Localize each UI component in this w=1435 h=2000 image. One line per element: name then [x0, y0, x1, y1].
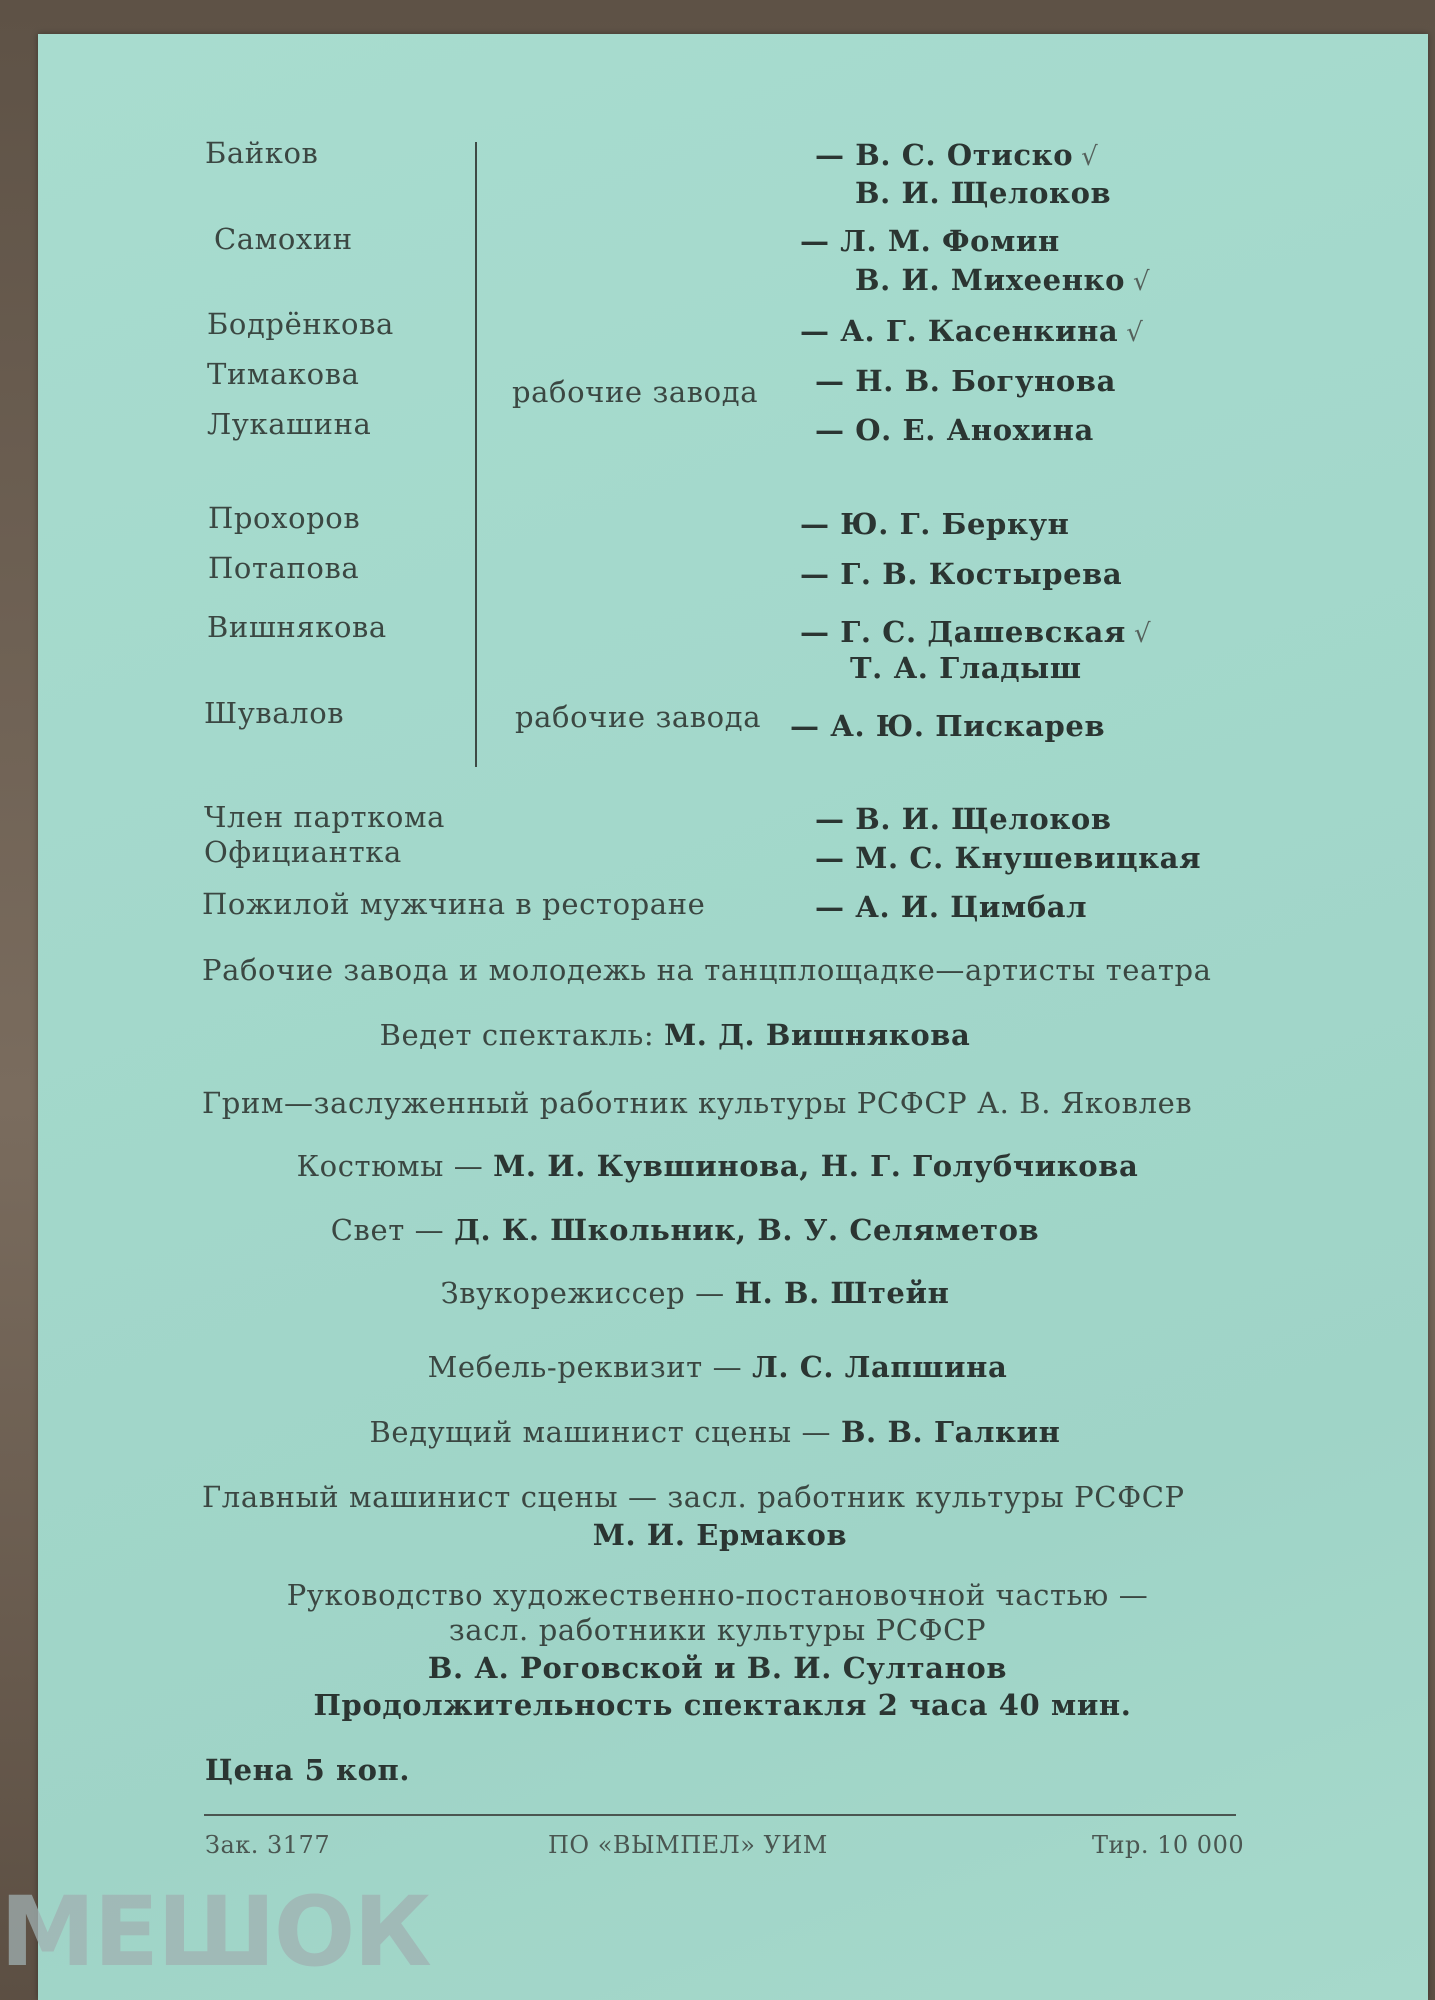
cast-role: Байков — [205, 136, 319, 170]
cast-actor: В. И. Михеенко √ — [855, 263, 1151, 297]
check-mark-icon: √ — [1126, 318, 1144, 348]
cast-actor: — Ю. Г. Беркун — [800, 507, 1070, 541]
print-run: Тир. 10 000 — [1092, 1831, 1245, 1859]
costumes-credit: Костюмы — М. И. Кувшинова, Н. Г. Голубчикова — [296, 1149, 1139, 1183]
cast-role: Тимакова — [207, 357, 360, 391]
cast-role: Прохоров — [208, 501, 361, 535]
footer-rule — [204, 1814, 1236, 1816]
cast-actor: — В. С. Отиско √ — [815, 138, 1099, 172]
cast-actor: — Г. В. Костырева — [800, 557, 1123, 591]
direction-names: В. А. Роговской и В. И. Султанов — [427, 1651, 1008, 1685]
cast-actor: — В. И. Щелоков — [815, 802, 1112, 836]
cast-actor: — Г. С. Дашевская √ — [800, 615, 1152, 649]
direction-line-2: засл. работники культуры РСФСР — [448, 1613, 987, 1647]
makeup-credit: Грим—заслуженный работник культуры РСФСР А. В. Яковлев — [202, 1086, 1193, 1120]
light-credit: Свет — Д. К. Школьник, В. У. Селяметов — [330, 1213, 1040, 1247]
site-watermark-logo: МЕШОК — [0, 1876, 430, 1988]
sound-credit: Звукорежиссер — Н. В. Штейн — [440, 1276, 950, 1310]
direction-line-1: Руководство художественно-постановочной частью — — [286, 1578, 1149, 1612]
group-label: рабочие завода — [512, 375, 759, 409]
check-mark-icon: √ — [1081, 142, 1099, 172]
order-number: Зак. 3177 — [205, 1831, 331, 1859]
printer-name: ПО «ВЫМПЕЛ» УИМ — [548, 1831, 828, 1859]
cast-role: Официантка — [204, 835, 402, 869]
lead-machinist-credit: Ведущий машинист сцены — В. В. Галкин — [369, 1415, 1061, 1449]
group-bracket-line — [475, 142, 477, 767]
cast-actor: — Н. В. Богунова — [815, 364, 1116, 398]
price-label: Цена 5 коп. — [205, 1753, 411, 1787]
cast-actor: — А. Г. Касенкина √ — [800, 314, 1144, 348]
cast-role: Пожилой мужчина в ресторане — [202, 887, 706, 921]
cast-actor: В. И. Щелоков — [855, 176, 1112, 210]
group-label: рабочие завода — [515, 700, 762, 734]
cast-role: Шувалов — [204, 696, 345, 730]
chief-machinist-credit: Главный машинист сцены — засл. работник культуры РСФСР — [202, 1480, 1185, 1514]
cast-role: Потапова — [208, 551, 360, 585]
cast-role: Бодрёнкова — [207, 307, 394, 341]
duration-line: Продолжительность спектакля 2 часа 40 мин. — [313, 1688, 1132, 1722]
cast-actor: — М. С. Кнушевицкая — [815, 841, 1202, 875]
props-credit: Мебель-реквизит — Л. С. Лапшина — [427, 1350, 1008, 1384]
cast-role: Самохин — [214, 222, 353, 256]
ensemble-line: Рабочие завода и молодежь на танцплощадке—артисты театра — [202, 953, 1212, 987]
cast-actor: — А. И. Цимбал — [815, 890, 1088, 924]
cast-role: Вишнякова — [207, 610, 387, 644]
check-mark-icon: √ — [1133, 267, 1151, 297]
cast-actor: — Л. М. Фомин — [800, 224, 1060, 258]
cast-actor: — О. Е. Анохина — [815, 413, 1094, 447]
cast-role: Член парткома — [204, 800, 446, 834]
stage-manager-credit: Ведет спектакль: М. Д. Вишнякова — [379, 1018, 971, 1052]
cast-role: Лукашина — [207, 407, 372, 441]
chief-machinist-name: М. И. Ермаков — [592, 1518, 848, 1552]
cast-actor: — А. Ю. Пискарев — [790, 709, 1106, 743]
cast-actor: Т. А. Гладыш — [850, 651, 1082, 685]
check-mark-icon: √ — [1133, 619, 1152, 649]
